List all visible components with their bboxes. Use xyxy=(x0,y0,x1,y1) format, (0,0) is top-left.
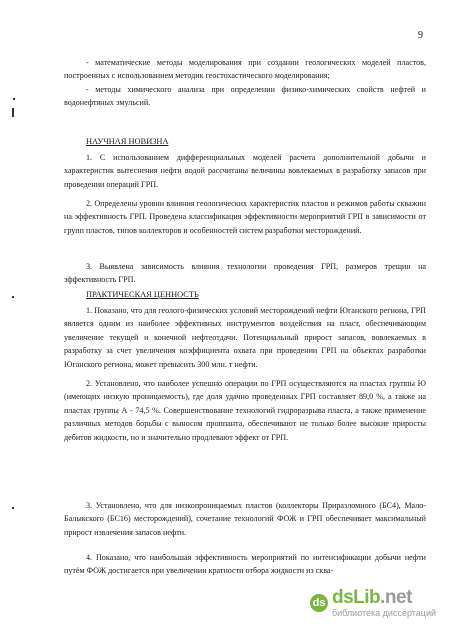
practical-item: 3. Установлено, что для низкопроницаемых пластов (коллекторы Приразломного (БС4), Мало-Балыкского (БС16) месторождений), сочетание технологий ФОЖ и ГРП обеспечивает максимальный прирост извлечения запасов нефти. xyxy=(64,501,426,537)
novelty-item: 3. Выявлена зависимость влияния технологии проведения ГРП, размеров трещин на эффективность ГРП. xyxy=(64,262,426,285)
watermark-title-main: dsLib xyxy=(331,587,381,608)
section-heading-novelty: НАУЧНАЯ НОВИЗНА xyxy=(86,137,169,146)
novelty-item: 2. Определены уровни влияния геологических характеристик пластов и режимов работы скважин на эффективность ГРП. Проведена классификация эффективности мероприятий ГРП в зависимости от групп пластов, типов коллекторов и особенностей систем разработки месторождений. xyxy=(64,199,426,235)
scan-mark xyxy=(13,98,15,100)
bullet-item: - математические методы моделирования при создании геологических моделей пластов, построенных с использованием методик геостохастического моделирования; xyxy=(64,58,426,81)
watermark-badge-icon: ds xyxy=(310,594,328,612)
scan-mark xyxy=(12,296,14,298)
practical-item: 2. Установлено, что наиболее успешно операции по ГРП осуществляются на пластах группы Ю (имеющих низкую проницаемость), где доля удачно проведенных ГРП составляет 89,0 %, а также на пластах группы А - 74,5 %. Совершенствование технологий гидроразрыва пласта, а также применение различных методов борьбы с выносом проппанта, обеспечивают не только более высокие приросты дебитов жидкости, но и значительно продлевают эффект от ГРП. xyxy=(64,379,426,442)
section-heading-practical: ПРАКТИЧЕСКАЯ ЦЕННОСТЬ xyxy=(86,290,199,299)
watermark-title-tld: .net xyxy=(380,587,412,608)
practical-item: 1. Показано, что для геолого-физических условий месторождений нефти Юганского региона, ГРП является одним из наиболее эффективных инструментов воздействия на пласт, обеспечивающим увеличение текущей и конечной нефтеотдачи. Потенциальный прирост запасов, вовлекаемых в разработку за счет увеличения коэффициента охвата при проведении ГРП на объектах разработки Юганского региона, может превысить 300 млн. т нефти. xyxy=(64,306,426,369)
watermark xyxy=(310,588,436,618)
page-number: 9 xyxy=(418,30,423,41)
scan-mark xyxy=(12,108,14,117)
novelty-item: 1. С использованием дифференциальных моделей расчета дополнительной добычи и характеристик вытеснения нефти водой рассчитаны величины вовлекаемых в разработку запасов при проведении операций ГРП. xyxy=(64,153,426,189)
bullet-item: - методы химического анализа при определении физико-химических свойств нефтей и водонефтяных эмульсий. xyxy=(64,85,426,108)
watermark-logo xyxy=(332,588,436,618)
practical-item: 4. Показано, что наибольшая эффективность мероприятий по интенсификации добычи нефти путём ФОЖ достигается при увеличении кратности отбора жидкости из сква- xyxy=(64,553,426,576)
watermark-title xyxy=(332,588,436,608)
watermark-subtitle: библиотека диссертаций xyxy=(331,608,436,618)
scan-mark xyxy=(12,507,14,509)
